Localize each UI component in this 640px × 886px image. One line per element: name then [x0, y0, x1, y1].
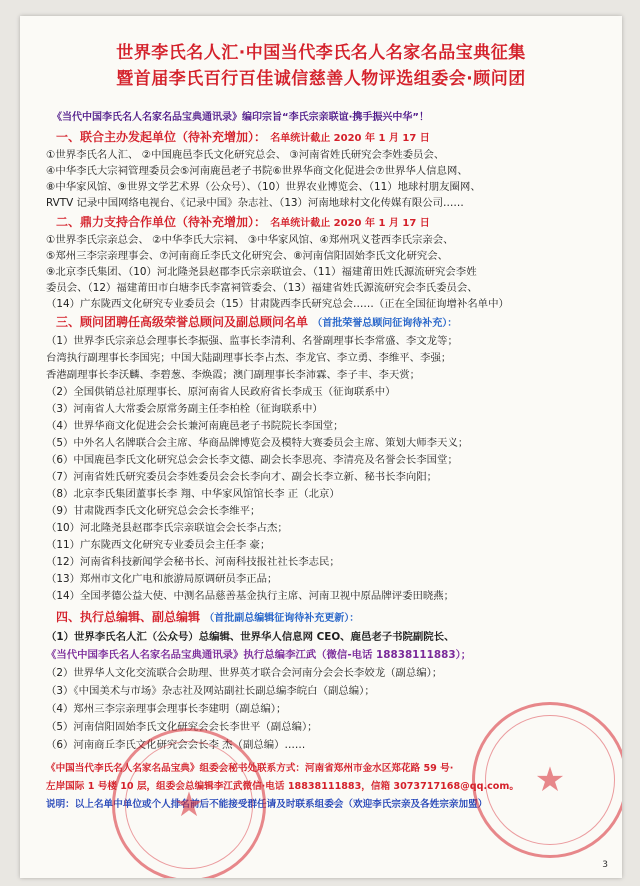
s3-line: 台湾执行副理事长李国宪；中国大陆副理事长李占杰、李龙官、李立勇、李维平、李强；	[46, 352, 452, 364]
s2-line: （14）广东陇西文化研究专业委员会（15）甘肃陇西李氏研究总会……（正在全国征询增补名单中）	[46, 298, 509, 310]
section3-title: 三、顾问团聘任高级荣誉总顾问及副总顾问名单	[56, 315, 309, 329]
s4-line: （4）郑州三李宗亲理事会理事长李建明（副总编）；	[46, 703, 287, 715]
document-page	[20, 16, 622, 878]
s1-line: RVTV 记录中国网络电视台、《记录中国》杂志社、（13）河南地球村文化传媒有限公司……	[46, 197, 464, 209]
document-title-line1: 世界李氏名人汇·中国当代李氏名人名家名品宝典征集	[116, 43, 526, 63]
red-seal-stamp: ★	[112, 728, 266, 878]
s3-line: （9）甘肃陇西李氏文化研究总会会长李维平；	[46, 505, 261, 517]
s2-line: ⑨北京李氏集团、（10）河北隆尧县赵郡李氏宗亲联谊会、（11）福建莆田姓氏源流研究会李姓	[46, 266, 477, 278]
s3-line: （2）全国供销总社原理事长、原河南省人民政府省长李成玉（征询联系中）	[46, 386, 396, 398]
section4-title: 四、执行总编辑、副总编辑	[56, 610, 201, 624]
s2-line: 委员会、（12）福建莆田市白塘李氏李富祠管委会、（13）福建省姓氏源流研究会李氏委员会、	[46, 282, 478, 294]
section3-heading	[56, 313, 457, 330]
s4-line: （6）河南商丘李氏文化研究会会长李 杰（副总编）……	[46, 739, 306, 751]
section4-note: （首批副总编辑征询待补充更新）：	[204, 613, 360, 624]
s4-line: （3）《中国美术与市场》杂志社及网站副社长副总编李皖白（副总编）；	[46, 685, 375, 697]
s3-line: （10）河北隆尧县赵郡李氏宗亲联谊会会长李占杰；	[46, 522, 288, 534]
s3-line: （1）世界李氏宗亲总会理事长李振强、监事长李清利、名誉副理事长李常盛、李文龙等；	[46, 335, 458, 347]
s3-line: （11）广东陇西文化研究专业委员会主任李 豪；	[46, 539, 271, 551]
section3-note: （首批荣誉总顾问征询待补充）：	[312, 318, 458, 329]
s4-line: （2）世界华人文化交流联合会助理、世界英才联合会河南分会会长李姣龙（副总编）；	[46, 667, 443, 679]
s3-line: （4）世界华商文化促进会会长兼河南鹿邑老子书院院长李国堂；	[46, 420, 344, 432]
page-number: 3	[602, 860, 608, 870]
s4-line: 《当代中国李氏名人名家名品宝典通讯录》执行总编李江武（微信-电话 18838111883）；	[46, 649, 472, 661]
red-seal-stamp: ★	[472, 702, 622, 858]
s3-line: （5）中外名人名牌联合会主席、华商品牌博览会及模特大赛委员会主席、策划大师李天义；	[46, 437, 469, 449]
s3-line: （6）中国鹿邑李氏文化研究总会会长李文德、副会长李思亮、李清亮及名誉会长李国堂；	[46, 454, 458, 466]
s1-line: ①世界李氏名人汇、 ②中国鹿邑李氏文化研究总会、 ③河南省姓氏研究会李姓委员会、	[46, 149, 445, 161]
s1-line: ④中华李氏大宗祠管理委员会⑤河南鹿邑老子书院⑥世界华商文化促进会⑦世界华人信息网、	[46, 165, 468, 177]
footer-line: 《中国当代李氏名人名家名品宝典》组委会秘书处联系方式：河南省郑州市金水区郑花路 59 号·	[46, 763, 454, 774]
section1-heading	[56, 128, 430, 145]
section4-heading	[56, 608, 359, 625]
s3-line: （14）全国孝德公益大使、中测名品慈善基金执行主席、河南卫视中原品牌评委田晓燕；	[46, 590, 455, 602]
s2-line: ①世界李氏宗亲总会、 ②中华李氏大宗祠、 ③中华家风馆、④郑州巩义苍西李氏宗亲会、	[46, 234, 454, 246]
s3-line: 香港副理事长李沃麟、李碧葱、李焕霞；澳门副理事长李沛霖、李子丰、李天赏；	[46, 369, 421, 381]
section2-title: 二、鼎力支持合作单位（待补充增加）：	[56, 215, 267, 229]
section2-note: 名单统计截止 2020 年 1 月 17 日	[270, 218, 430, 229]
s4-line: （5）河南信阳固始李氏文化研究会会长李世平（副总编）；	[46, 721, 318, 733]
s3-line: （8）北京李氏集团董事长李 翔、中华家风馆馆长李 正（北京）	[46, 488, 340, 500]
s3-line: （7）河南省姓氏研究委员会李姓委员会会长李向才、副会长李立新、秘书长李向阳；	[46, 471, 438, 483]
s3-line: （13）郑州市文化广电和旅游局原调研员李正品；	[46, 573, 278, 585]
footer-line: 说明：以上名单中单位或个人排名前后不能接受群任请及时联系组委会（欢迎李氏宗亲及各姓宗亲加盟）	[46, 799, 488, 810]
intro-text: 《当代中国李氏名人名家名品宝典通讯录》编印宗旨“李氏宗亲联谊·携手振兴中华”！	[52, 112, 429, 123]
s4-line: （1）世界李氏名人汇（公众号）总编辑、世界华人信息网 CEO、鹿邑老子书院副院长、	[46, 631, 455, 643]
s2-line: ⑤郑州三李宗亲理事会、⑦河南商丘李氏文化研究会、⑧河南信阳固始李氏文化研究会、	[46, 250, 449, 262]
section1-note: 名单统计截止 2020 年 1 月 17 日	[270, 133, 430, 144]
s3-line: （3）河南省人大常委会原常务副主任李柏栓（征询联系中）	[46, 403, 323, 415]
s3-line: （12）河南省科技新闻学会秘书长、河南科技报社社长李志民；	[46, 556, 340, 568]
s1-line: ⑧中华家风馆、⑨世界文学艺术界（公众号）、（10）世界农业博览会、（11）地球村朋友圈网、	[46, 181, 481, 193]
section1-title: 一、联合主办发起单位（待补充增加）：	[56, 130, 267, 144]
document-title-line2: 暨首届李氏百行百佳诚信慈善人物评选组委会·顾问团	[116, 69, 526, 89]
footer-line: 左岸国际 1 号楼 10 层，组委会总编辑李江武微信·电话 18838111883，信箱 3073717168@qq.com。	[46, 781, 519, 792]
section2-heading	[56, 213, 430, 230]
